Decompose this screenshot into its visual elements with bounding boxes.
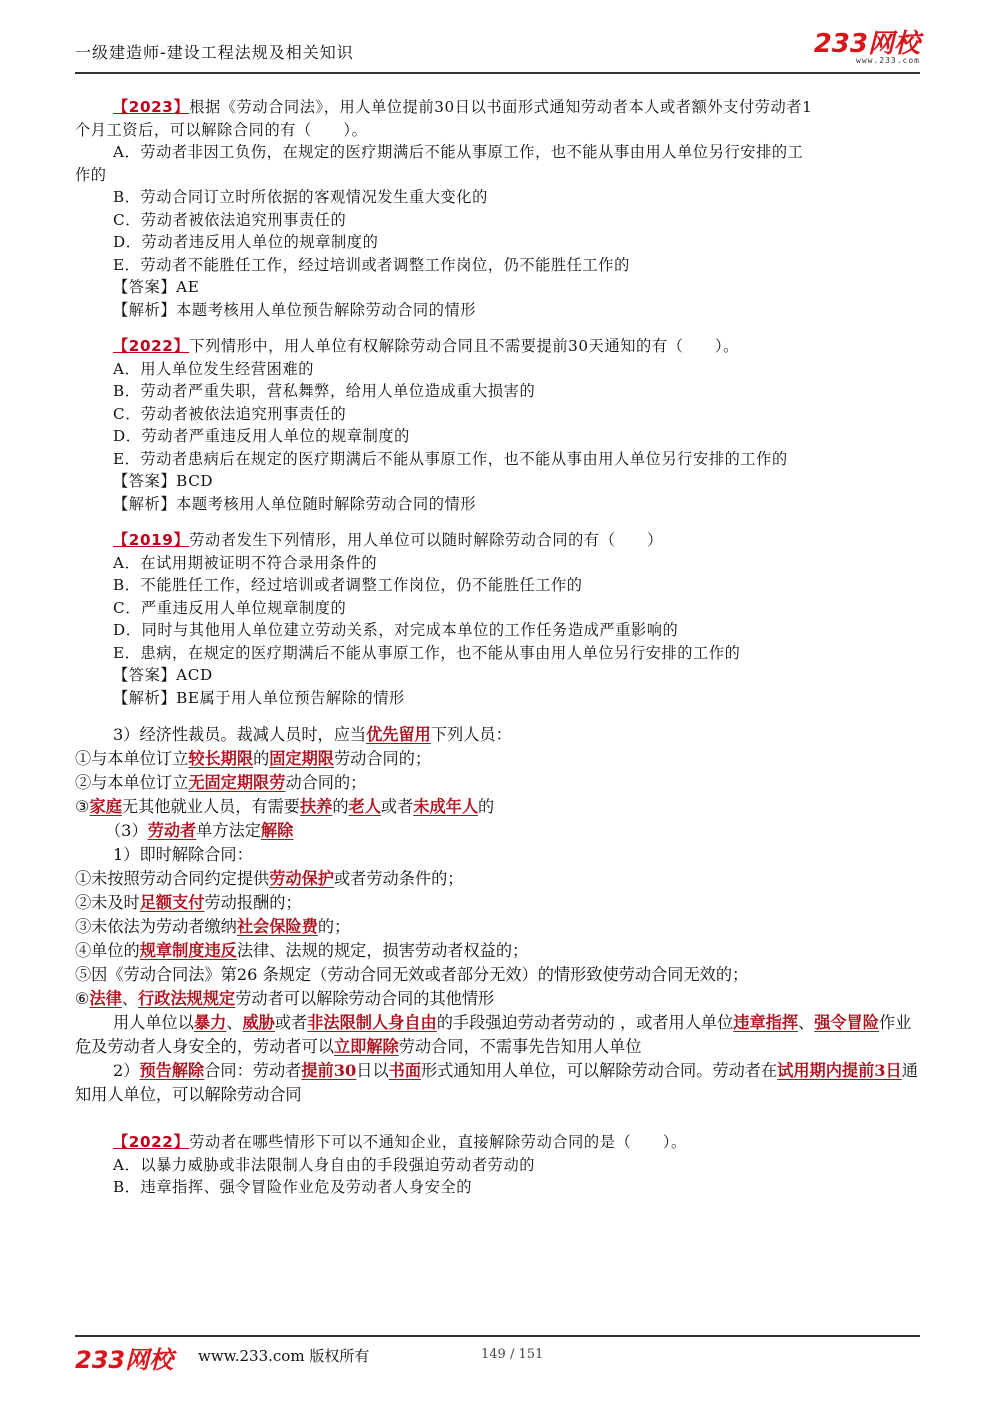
- footer-divider: [75, 1335, 920, 1337]
- answer: 【答案】BCD: [113, 472, 214, 490]
- keyword: 法律: [89, 989, 122, 1008]
- option-item: D．同时与其他用人单位建立劳动关系，对完成本单位的工作任务造成严重影响的: [113, 621, 679, 639]
- page-number: 149 / 151: [481, 1347, 544, 1362]
- keyword: 威胁: [242, 1013, 275, 1032]
- keyword: 非法限制人身自由: [307, 1013, 437, 1032]
- keyword: 暴力: [193, 1013, 227, 1032]
- keyword: 违章指挥: [733, 1013, 799, 1032]
- keyword: 劳动者: [147, 821, 197, 840]
- question-2022: [75, 335, 925, 515]
- keyword: 提前30: [301, 1061, 357, 1080]
- option-item: D．劳动者严重违反用人单位的规章制度的: [113, 427, 410, 445]
- body-line: ②未及时足额支付劳动报酬的；: [75, 893, 302, 912]
- year-tag: 【2023】: [113, 98, 190, 116]
- question-2019: [75, 529, 925, 709]
- keyword: 试用期内提前3日: [777, 1061, 902, 1080]
- body-paragraph: 2）预告解除合同：劳动者提前30日以书面形式通知用人单位，可以解除劳动合同。劳动者在试用期内提前3日通知用人单位，可以解除劳动合同: [75, 1061, 918, 1104]
- question-stem: 【2022】下列情形中，用人单位有权解除劳动合同且不需要提前30天通知的有（ ）。: [113, 337, 739, 355]
- answer: 【答案】ACD: [113, 666, 213, 684]
- question-2022-b: [75, 1131, 925, 1199]
- body-line: ①与本单位订立较长期限的固定期限劳动合同的；: [75, 749, 432, 768]
- footer-logo: 233网校: [75, 1346, 174, 1374]
- keyword: 较长期限: [188, 749, 254, 768]
- logo-text: 网校: [867, 29, 920, 59]
- body-line: ②与本单位订立无固定期限劳动合同的；: [75, 773, 367, 792]
- option-item: B．不能胜任工作，经过培训或者调整工作岗位，仍不能胜任工作的: [113, 576, 583, 594]
- page-content: [75, 96, 925, 1213]
- option-item: A．劳动者非因工负伤，在规定的医疗期满后不能从事原工作，也不能从事由用人单位另行安排的工: [113, 143, 804, 161]
- keyword: 规章制度违反: [139, 941, 237, 960]
- logo-number: 233: [813, 29, 868, 59]
- copyright: www.233.com 版权所有: [198, 1347, 370, 1365]
- question-stem-cont: 个月工资后，可以解除合同的有（ ）。: [75, 120, 368, 139]
- option-item: A．以暴力威胁或非法限制人身自由的手段强迫劳动者劳动的: [113, 1155, 536, 1174]
- option-item: D．劳动者违反用人单位的规章制度的: [113, 233, 379, 251]
- analysis: 【解析】本题考核用人单位随时解除劳动合同的情形: [113, 494, 477, 513]
- keyword: 劳动保护: [269, 869, 334, 888]
- question-2023: [75, 96, 925, 321]
- keyword: 优先留用: [366, 725, 431, 744]
- analysis: 【解析】BE属于用人单位预告解除的情形: [113, 688, 405, 707]
- option-item: C．劳动者被依法追究刑事责任的: [113, 404, 347, 423]
- page-header: [75, 30, 920, 72]
- question-stem: 【2022】劳动者在哪些情形下可以不通知企业，直接解除劳动合同的是（ ）。: [113, 1133, 687, 1151]
- keyword: 固定期限: [269, 749, 334, 768]
- option-item-cont: 作的: [75, 165, 107, 184]
- option-item: B．劳动合同订立时所依据的客观情况发生重大变化的: [113, 188, 488, 206]
- body-line: （3）劳动者单方法定解除: [105, 821, 294, 840]
- page-footer: [75, 1340, 920, 1374]
- keyword: 立即解除: [334, 1037, 399, 1056]
- analysis: 【解析】本题考核用人单位预告解除劳动合同的情形: [113, 300, 477, 319]
- keyword: 书面: [388, 1061, 422, 1080]
- option-item: E．劳动者患病后在规定的医疗期满后不能从事原工作，也不能从事由用人单位另行安排的工作的: [113, 449, 788, 468]
- keyword: 家庭: [89, 797, 122, 816]
- question-stem: 【2023】根据《劳动合同法》，用人单位提前30日以书面形式通知劳动者本人或者额外支付劳动者1: [113, 98, 813, 116]
- option-item: E．劳动者不能胜任工作，经过培训或者调整工作岗位，仍不能胜任工作的: [113, 255, 630, 274]
- logo-url: www.233.com: [856, 56, 920, 65]
- keyword: 预告解除: [139, 1061, 205, 1080]
- document-title: 一级建造师-建设工程法规及相关知识: [75, 43, 354, 62]
- knowledge-section: [75, 723, 925, 1107]
- option-item: B．违章指挥、强令冒险作业危及劳动者人身安全的: [113, 1178, 473, 1196]
- body-line: ③家庭无其他就业人员，有需要扶养的老人或者未成年人的: [75, 797, 495, 816]
- year-tag: 【2019】: [113, 531, 190, 549]
- keyword: 社会保险费: [236, 917, 318, 936]
- keyword: 足额支付: [139, 893, 205, 912]
- keyword: 强令冒险: [814, 1013, 879, 1032]
- keyword: 解除: [261, 821, 294, 840]
- body-line: ③未依法为劳动者缴纳社会保险费的；: [75, 917, 351, 936]
- option-item: E．患病，在规定的医疗期满后不能从事原工作，也不能从事由用人单位另行安排的工作的: [113, 643, 741, 662]
- option-item: B．劳动者严重失职，营私舞弊，给用人单位造成重大损害的: [113, 382, 536, 400]
- body-line: 3）经济性裁员。裁减人员时，应当优先留用下列人员：: [113, 725, 512, 744]
- option-item: A．在试用期被证明不符合录用条件的: [113, 553, 378, 572]
- body-line: ①未按照劳动合同约定提供劳动保护或者劳动条件的；: [75, 869, 464, 888]
- body-line: ⑤因《劳动合同法》第26 条规定（劳动合同无效或者部分无效）的情形致使劳动合同无效的；: [75, 965, 749, 984]
- body-line: 1）即时解除合同：: [113, 845, 253, 864]
- body-line: ⑥法律、行政法规规定劳动者可以解除劳动合同的其他情形: [75, 989, 495, 1008]
- year-tag: 【2022】: [113, 337, 190, 355]
- question-stem: 【2019】劳动者发生下列情形，用人单位可以随时解除劳动合同的有（ ）: [113, 531, 663, 549]
- keyword: 无固定期限劳: [188, 773, 286, 792]
- keyword: 老人: [348, 797, 381, 816]
- body-paragraph: 用人单位以暴力、威胁或者非法限制人身自由的手段强迫劳动者劳动的 ，或者用人单位违章指挥、强令冒险作业危及劳动者人身安全的，劳动者可以立即解除劳动合同，不需事先告知用人单位: [75, 1013, 912, 1056]
- body-line: ④单位的规章制度违反法律、法规的规定，损害劳动者权益的；: [75, 941, 529, 960]
- keyword: 未成年人: [413, 797, 479, 816]
- brand-logo: [814, 30, 920, 65]
- keyword: 扶养: [299, 797, 333, 816]
- keyword: 行政法规规定: [138, 989, 236, 1008]
- option-item: C．严重违反用人单位规章制度的: [113, 598, 347, 617]
- option-item: C．劳动者被依法追究刑事责任的: [113, 210, 347, 229]
- header-divider: [75, 72, 920, 74]
- answer: 【答案】AE: [113, 278, 200, 296]
- option-item: A．用人单位发生经营困难的: [113, 359, 315, 378]
- year-tag: 【2022】: [113, 1133, 190, 1151]
